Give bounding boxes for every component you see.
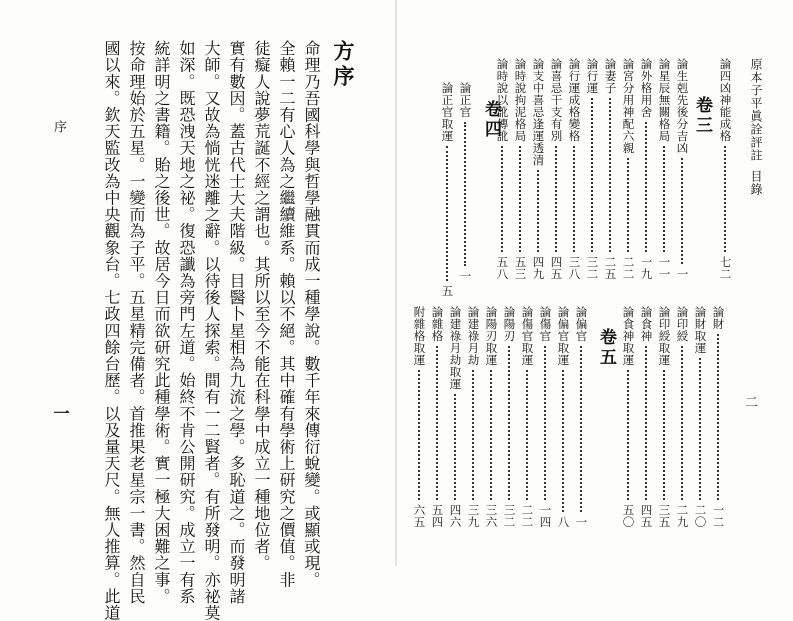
toc-entry-page: 五三 (513, 256, 528, 280)
toc-entry[interactable] (719, 58, 731, 280)
toc-entry-title: 論陽刃取運 (484, 306, 499, 366)
toc-entry-page: 二二 (621, 256, 636, 280)
toc-entry-page: 五四 (430, 504, 445, 528)
leader-dots (645, 122, 647, 252)
preface-line-1: 命理乃吾國科學與哲學融貫而成一種學說。數千年來傳衍蛻變。或顯或現。 (302, 40, 321, 588)
toc-entry-page: 三五 (657, 504, 672, 528)
leader-dots (627, 370, 629, 500)
folio-number-right: 二 (742, 395, 757, 409)
toc-entry-title: 論四凶神能成格 (718, 58, 733, 142)
toc-entry[interactable] (503, 306, 515, 528)
leader-dots (446, 146, 448, 281)
toc-entry-title: 論建祿月劫取運 (448, 306, 463, 390)
leader-dots (717, 334, 719, 500)
leader-dots (464, 122, 466, 266)
preface-line-5: 大師。又故為惝恍迷離之辭。以待後人探索。間有一二賢者。有所發明。亦祕莫 (202, 40, 221, 621)
leader-dots (562, 370, 564, 512)
toc-entry-page: 五〇 (621, 504, 636, 528)
preface-line-3: 徒癡人說夢荒誕不經之謂也。其所以至今不能在科學中成立一種地位者。 (252, 40, 271, 572)
toc-entry-page: 五 (440, 285, 455, 297)
toc-entry[interactable] (640, 58, 652, 280)
toc-entry[interactable] (557, 306, 569, 528)
toc-entry-page: 一九 (639, 256, 654, 280)
leader-dots (627, 158, 629, 252)
toc-entry-page: 一二 (711, 504, 726, 528)
toc-entry-page: 一 (574, 516, 589, 528)
toc-entry-page: 四五 (639, 504, 654, 528)
toc-entry-title: 論偏官 (574, 306, 589, 342)
toc-entry[interactable] (568, 58, 580, 280)
toc-entry-title: 論雜格 (430, 306, 445, 342)
toc-entry-page: 七二 (718, 256, 733, 280)
toc-entry[interactable] (521, 306, 533, 528)
leader-dots (580, 346, 582, 512)
leader-dots (681, 346, 683, 500)
toc-entry[interactable] (441, 82, 453, 297)
toc-entry[interactable] (658, 58, 670, 280)
toc-entry-title: 論食神 (639, 306, 654, 342)
toc-entry-title: 論妻子 (603, 58, 618, 94)
toc-entry-title: 論偏官取運 (556, 306, 571, 366)
toc-entry[interactable] (496, 58, 508, 280)
toc-entry-page: 四九 (531, 256, 546, 280)
volume-heading-3: 卷三 (692, 96, 712, 136)
toc-entry-title: 論行運成格變格 (567, 58, 582, 142)
toc-entry-title: 論時說以訛傳訛 (495, 58, 510, 142)
toc-entry[interactable] (539, 306, 551, 528)
leader-dots (537, 170, 539, 252)
toc-entry-title: 論喜忌干支有別 (549, 58, 564, 142)
leader-dots (681, 158, 683, 264)
toc-entry-page: 三八 (567, 256, 582, 280)
toc-entry[interactable] (640, 306, 652, 528)
leader-dots (724, 146, 726, 252)
right-page (397, 0, 793, 566)
toc-entry-title: 論財 (711, 306, 726, 330)
toc-entry[interactable] (586, 58, 598, 280)
toc-entry[interactable] (712, 306, 724, 528)
toc-entry-page: 一一 (657, 256, 672, 280)
toc-entry-page: 二九 (675, 504, 690, 528)
toc-entry-title: 論食神取運 (621, 306, 636, 366)
toc-entry-title: 論正官取運 (440, 82, 455, 142)
leader-dots (663, 370, 665, 500)
toc-entry-page: 一 (675, 268, 690, 280)
toc-entry-page: 三二 (502, 504, 517, 528)
folio-label: 序 (51, 120, 66, 134)
leader-dots (501, 146, 503, 252)
leader-dots (699, 358, 701, 500)
toc-entry-title: 論支中喜忌逢運透清 (531, 58, 546, 166)
volume-heading-5: 卷五 (596, 328, 616, 368)
leader-dots (591, 98, 593, 252)
leader-dots (490, 370, 492, 500)
toc-entry-page: 二〇 (693, 504, 708, 528)
toc-entry[interactable] (622, 58, 634, 280)
toc-entry[interactable] (658, 306, 670, 528)
toc-entry-page: 一四 (538, 504, 553, 528)
toc-entry-title: 論印綬 (675, 306, 690, 342)
toc-entry[interactable] (532, 58, 544, 280)
toc-entry-page: 五八 (495, 256, 510, 280)
book-title: 原本子平眞詮評註 (749, 58, 763, 162)
leader-dots (645, 346, 647, 500)
left-page (0, 0, 396, 621)
contents-label: 目錄 (749, 170, 763, 196)
toc-entry[interactable] (431, 306, 443, 528)
toc-entry-page: 三九 (466, 504, 481, 528)
toc-entry-title: 論外格用舍 (639, 58, 654, 118)
leader-dots (544, 346, 546, 500)
leader-dots (436, 346, 438, 500)
folio-number-left: 一 (51, 405, 70, 422)
toc-entry-title: 論傷官取運 (520, 306, 535, 366)
volume-heading-4: 卷四 (481, 100, 501, 140)
toc-entry-title: 論建祿月劫 (466, 306, 481, 366)
preface-line-6: 如深。既恐洩天地之祕。復恐讖為旁門左道。始終不肯公開研究。成立一有系 (177, 40, 196, 605)
leader-dots (663, 146, 665, 252)
toc-entry-title: 論財取運 (693, 306, 708, 354)
preface-line-9: 國以來。欽天監改為中央觀象台。七政四餘台歷。以及量天尺。無人推算。此道 (102, 40, 121, 621)
leader-dots (454, 394, 456, 500)
preface-line-7: 統詳明之書籍。貽之後世。故居今日而欲研究此種學術。實一極大困難之事。 (152, 40, 171, 605)
toc-entry-title: 論陽刃 (502, 306, 517, 342)
toc-entry[interactable] (514, 58, 526, 280)
leader-dots (472, 370, 474, 500)
toc-entry[interactable] (676, 58, 688, 280)
toc-entry[interactable] (575, 306, 587, 528)
toc-entry-page: 二五 (603, 256, 618, 280)
toc-entry-title: 論星辰無關格局 (657, 58, 672, 142)
toc-entry-page: 四五 (549, 256, 564, 280)
leader-dots (519, 146, 521, 252)
preface-line-8: 按命理始於五星。一變而為子平。五星精完備者。首推果老星宗一書。然自民 (127, 40, 146, 605)
toc-entry[interactable] (676, 306, 688, 528)
toc-entry[interactable] (459, 82, 471, 282)
toc-entry[interactable] (694, 306, 706, 528)
toc-entry-title: 論印綬取運 (657, 306, 672, 366)
leader-dots (526, 370, 528, 500)
preface-line-2: 全賴一二有心人為之繼續維系。賴以不絕。其中確有學術上研究之價值。非 (277, 40, 296, 588)
toc-entry[interactable] (413, 306, 425, 528)
leader-dots (555, 146, 557, 252)
toc-entry[interactable] (467, 306, 479, 528)
leader-dots (508, 346, 510, 500)
leader-dots (609, 98, 611, 252)
toc-entry[interactable] (449, 306, 461, 528)
toc-entry[interactable] (485, 306, 497, 528)
toc-entry[interactable] (622, 306, 634, 528)
preface-line-4: 實有數因。蓋古代士大夫階級。目醫卜星相為九流之學。多恥道之。而發明諸 (227, 40, 246, 605)
preface-title: 方序 (331, 40, 356, 90)
toc-entry-page: 八 (556, 516, 571, 528)
toc-entry-title: 論宮分用神配六親 (621, 58, 636, 154)
toc-entry-page: 四六 (448, 504, 463, 528)
toc-entry-title: 論生剋先後分吉凶 (675, 58, 690, 154)
toc-entry-page: 六五 (412, 504, 427, 528)
leader-dots (418, 370, 420, 500)
toc-entry[interactable] (604, 58, 616, 280)
leader-dots (573, 146, 575, 252)
toc-entry-title: 論時說拘泥格局 (513, 58, 528, 142)
toc-entry-title: 附雜格取運 (412, 306, 427, 366)
toc-entry-page: 三六 (484, 504, 499, 528)
toc-entry-title: 論行運 (585, 58, 600, 94)
toc-entry-title: 論傷官 (538, 306, 553, 342)
toc-entry-page: 一 (458, 270, 473, 282)
toc-entry-page: 二二 (520, 504, 535, 528)
toc-entry-page: 三二 (585, 256, 600, 280)
toc-entry-title: 論正官 (458, 82, 473, 118)
toc-entry[interactable] (550, 58, 562, 280)
